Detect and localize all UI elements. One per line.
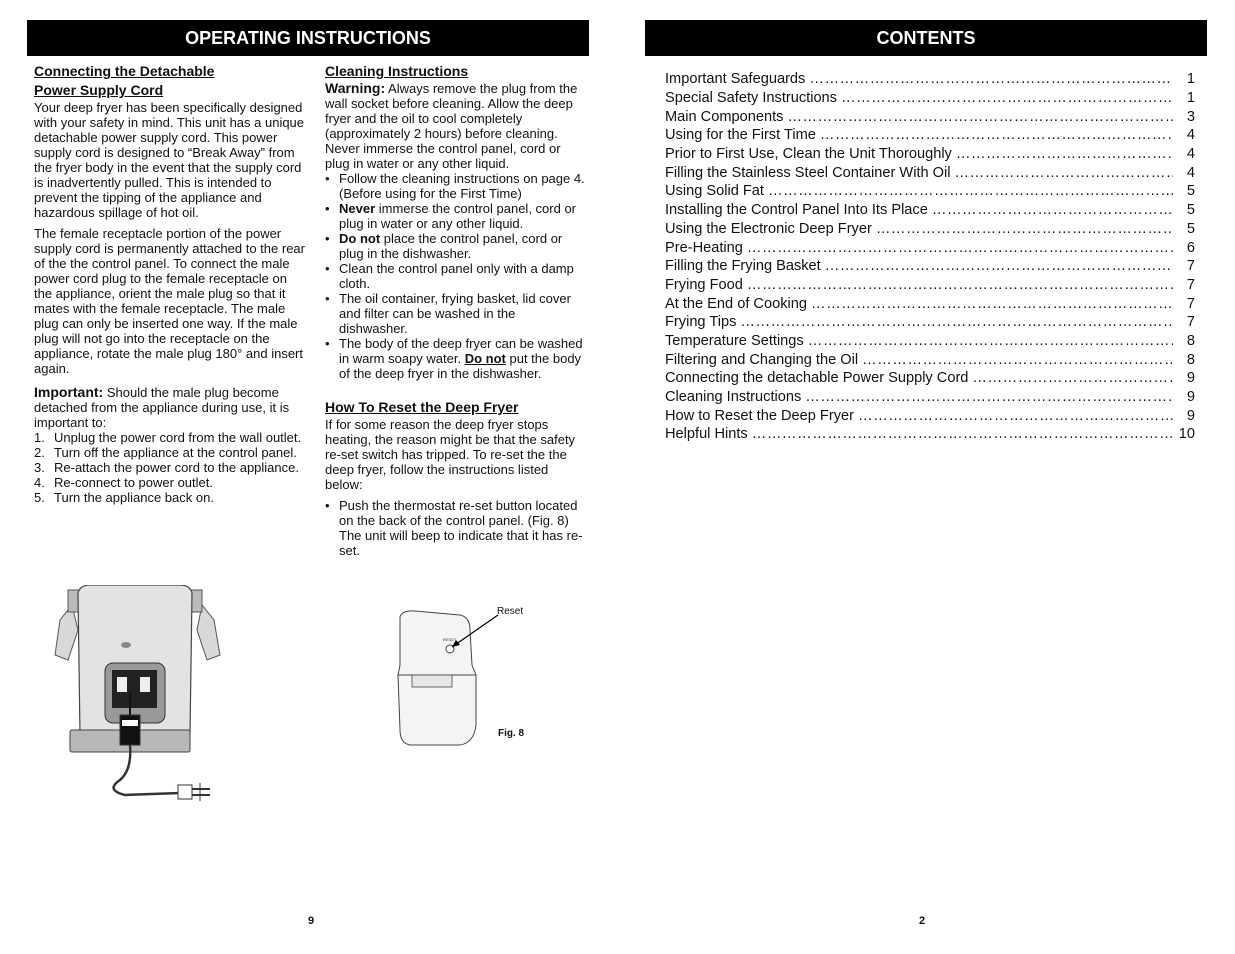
list-item [325, 261, 587, 291]
list-text: put the body of the deep fryer in the dishwasher. [339, 351, 582, 381]
toc-title: Installing the Control Panel Into Its Place [665, 202, 928, 219]
toc-entry [665, 388, 1195, 407]
toc-entry [665, 107, 1195, 126]
toc-title: Using the Electronic Deep Fryer [665, 220, 872, 237]
toc-entry [665, 425, 1195, 444]
toc-title: Filtering and Changing the Oil [665, 351, 859, 368]
important-label: Important: [34, 384, 104, 400]
list-item [34, 445, 306, 460]
toc-title: Filling the Frying Basket [665, 258, 821, 275]
step-number: 1. [34, 430, 45, 445]
toc-entry [665, 220, 1195, 239]
toc-page: 1 [1186, 90, 1195, 107]
paragraph: The female receptacle portion of the power supply cord is permanently attached to the rear of the the control panel. To connect the male power cord plug to the female receptacle on the appliance, orient the male plug so that it mates with the female receptacle. The male plug can only be inserted one way. If the male plug will not go into the receptacle on the appliance, rotate the male plug 180° and insert again. [34, 226, 305, 376]
reset-callout-label: Reset [497, 606, 524, 617]
toc-entry [665, 182, 1195, 201]
toc-title: At the End of Cooking [665, 295, 807, 312]
toc-title: Filling the Stainless Steel Container With Oil [665, 164, 951, 181]
toc-entry [665, 332, 1195, 351]
toc-entry [665, 350, 1195, 369]
toc-page: 9 [1186, 389, 1195, 406]
operating-instructions-banner: OPERATING INSTRUCTIONS [27, 20, 589, 56]
figure-caption: Fig. 8 [498, 728, 525, 739]
step-text: Re-connect to power outlet. [54, 475, 213, 490]
important-text: Should the male plug become detached from the appliance during use, it is important to: [34, 385, 290, 430]
toc-page: 1 [1186, 71, 1195, 88]
list-item [34, 460, 306, 475]
toc-title: Frying Tips [665, 314, 737, 331]
toc-title: Using Solid Fat [665, 183, 764, 200]
toc-entry [665, 406, 1195, 425]
toc-page: 5 [1186, 183, 1195, 200]
toc-page: 9 [1186, 407, 1195, 424]
toc-title: Using for the First Time [665, 127, 816, 144]
toc-page: 3 [1186, 108, 1195, 125]
toc-page: 10 [1178, 426, 1195, 443]
section-heading: Power Supply Cord [34, 82, 164, 98]
toc-page: 7 [1186, 295, 1195, 312]
toc-title: How to Reset the Deep Fryer [665, 407, 854, 424]
toc-page: 5 [1186, 220, 1195, 237]
warning-paragraph [325, 81, 587, 171]
toc-title: Helpful Hints [665, 426, 748, 443]
toc-entry [665, 276, 1195, 295]
step-number: 3. [34, 460, 45, 475]
contents-banner: CONTENTS [645, 20, 1207, 56]
toc-title: Main Components [665, 108, 784, 125]
toc-entry [665, 126, 1195, 145]
toc-entry [665, 294, 1195, 313]
toc-page: 8 [1186, 332, 1195, 349]
list-item [34, 490, 306, 505]
page-number-left: 9 [308, 915, 315, 927]
important-note [34, 385, 306, 430]
list-text: The oil container, frying basket, lid cover and filter can be washed in the dishwasher. [339, 291, 571, 336]
toc-title: Pre-Heating [665, 239, 743, 256]
toc-page: 7 [1186, 258, 1195, 275]
emphasis: Never [339, 201, 376, 216]
list-item [325, 498, 587, 558]
step-text: Turn off the appliance at the control panel. [54, 445, 297, 460]
toc-page: 6 [1186, 239, 1195, 256]
paragraph: Your deep fryer has been specifically designed with your safety in mind. This unit has a unique detachable power supply cord. This power supply cord is designed to “Break Away” from the fryer body in the event that the supply cord is inadvertently pulled. This is intended to prevent the tipping of the appliance and hazardous spillage of hot oil. [34, 100, 305, 220]
list-item [325, 291, 587, 336]
toc-page: 4 [1186, 146, 1195, 163]
list-text: Push the thermostat re-set button located on the back of the control panel. (Fig. 8) The unit will beep to indicate that it has re-set. [339, 498, 583, 558]
page-number-right: 2 [919, 915, 926, 927]
step-text: Re-attach the power cord to the appliance. [54, 460, 299, 475]
emphasis: Do not [339, 231, 381, 246]
list-item [325, 336, 587, 381]
reset-list [325, 498, 587, 558]
toc-page: 4 [1186, 164, 1195, 181]
list-item [325, 201, 587, 231]
toc-title: Special Safety Instructions [665, 90, 837, 107]
reconnect-steps-list [34, 430, 306, 505]
cleaning-section [325, 62, 587, 558]
step-number: 2. [34, 445, 45, 460]
paragraph: If for some reason the deep fryer stops heating, the reason might be that the safety re-set switch has tripped. To re-set the the deep fryer, follow the instructions listed below: [325, 417, 576, 492]
fryer-power-cord-illustration [50, 585, 230, 805]
toc-title: Temperature Settings [665, 332, 804, 349]
toc-entry [665, 89, 1195, 108]
toc-page: 9 [1186, 370, 1195, 387]
list-item [325, 171, 587, 201]
list-text: place the control panel, cord or plug in the dishwasher. [339, 231, 563, 261]
toc-entry [665, 145, 1195, 164]
toc-entry [665, 257, 1195, 276]
toc-title: Important Safeguards [665, 71, 806, 88]
toc-title: Prior to First Use, Clean the Unit Thoroughly [665, 146, 952, 163]
toc-entry [665, 369, 1195, 388]
list-text: The body of the deep fryer can be washed in warm soapy water. [339, 336, 583, 366]
warning-label: Warning: [325, 80, 386, 96]
step-text: Unplug the power cord from the wall outlet. [54, 430, 302, 445]
toc-entry [665, 201, 1195, 220]
list-text: Clean the control panel only with a damp cloth. [339, 261, 574, 291]
toc-page: 7 [1186, 276, 1195, 293]
step-number: 5. [34, 490, 45, 505]
toc-entry [665, 313, 1195, 332]
toc-title: Connecting the detachable Power Supply Cord [665, 370, 969, 387]
list-text: immerse the control panel, cord or plug in water or any other liquid. [339, 201, 577, 231]
section-heading: How To Reset the Deep Fryer [325, 399, 519, 415]
toc-page: 4 [1186, 127, 1195, 144]
list-text: Follow the cleaning instructions on page 4. (Before using for the First Time) [339, 171, 585, 201]
cleaning-list [325, 171, 587, 381]
list-item [325, 231, 587, 261]
toc-page: 7 [1186, 314, 1195, 331]
toc-page: 8 [1186, 351, 1195, 368]
detachable-cord-section [34, 62, 306, 505]
toc-entry [665, 238, 1195, 257]
section-heading: Connecting the Detachable [34, 63, 215, 79]
table-of-contents [665, 70, 1195, 444]
toc-title: Frying Food [665, 276, 743, 293]
step-text: Turn the appliance back on. [54, 490, 214, 505]
list-item [34, 430, 306, 445]
panel-reset-tiny-label: RESET [443, 637, 457, 642]
toc-entry [665, 70, 1195, 89]
section-heading: Cleaning Instructions [325, 63, 469, 79]
toc-page: 5 [1186, 202, 1195, 219]
list-item [34, 475, 306, 490]
step-number: 4. [34, 475, 45, 490]
toc-title: Cleaning Instructions [665, 389, 802, 406]
toc-entry [665, 163, 1195, 182]
emphasis: Do not [464, 351, 506, 366]
warning-text: Always remove the plug from the wall socket before cleaning. Allow the deep fryer and the oil to cool completely (approximately 2 hours) before cleaning. Never immerse the control panel, cord or plug in water or any other liquid. [325, 81, 578, 171]
